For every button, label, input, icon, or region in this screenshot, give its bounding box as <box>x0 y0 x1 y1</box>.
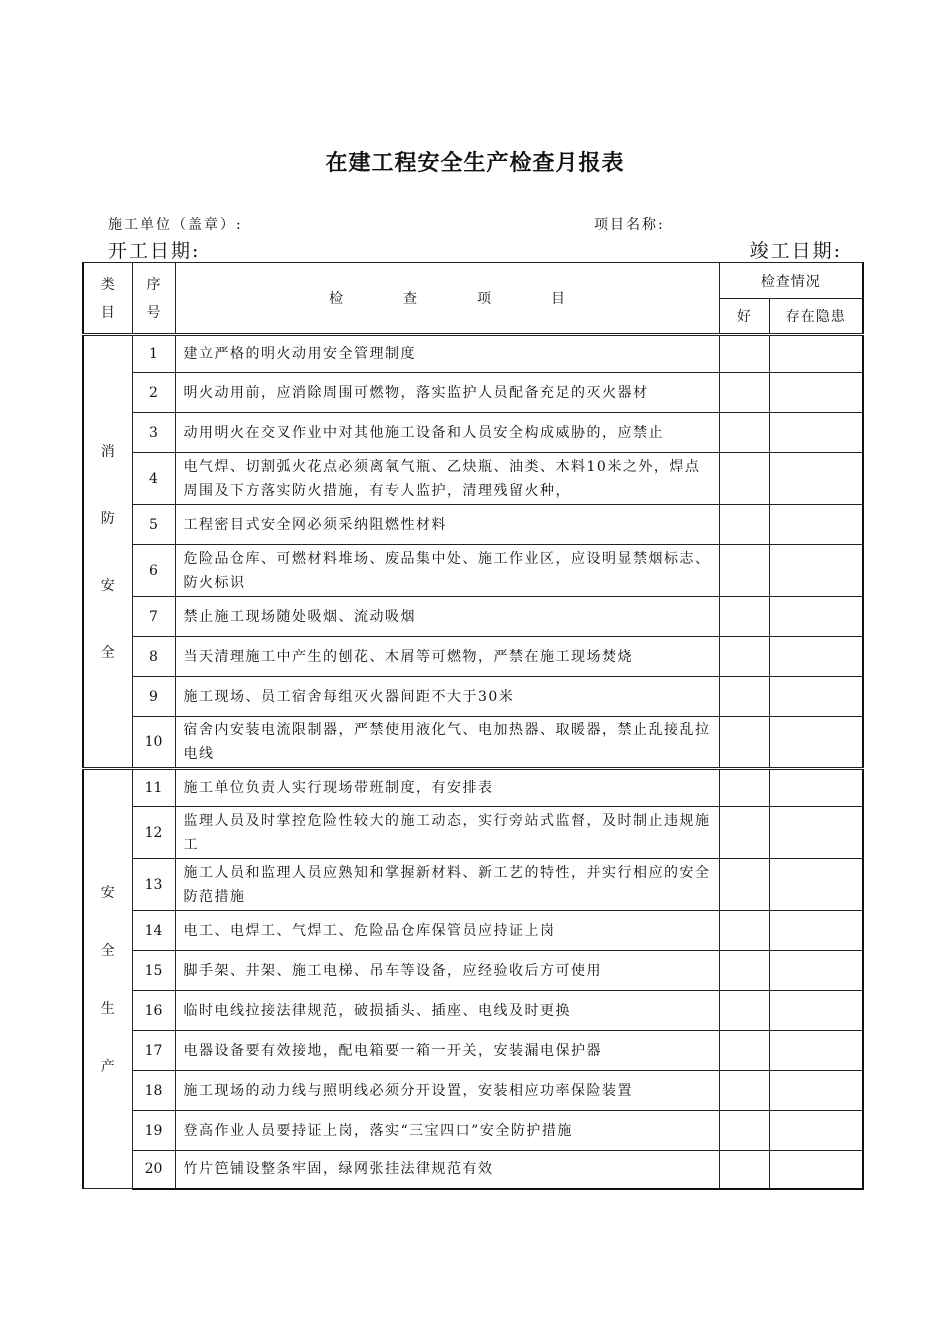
header-item-char: 目 <box>551 291 565 307</box>
hazard-check-cell[interactable] <box>769 677 863 717</box>
seq-cell: 16 <box>132 991 175 1031</box>
table-row <box>83 453 863 505</box>
item-cell: 登高作业人员要持证上岗，落实“三宝四口”安全防护措施 <box>175 1111 719 1151</box>
seq-cell: 18 <box>132 1071 175 1111</box>
header-good: 好 <box>719 299 769 335</box>
good-check-cell[interactable] <box>719 717 769 769</box>
table-row <box>83 373 863 413</box>
good-check-cell[interactable] <box>719 453 769 505</box>
inspection-table <box>82 262 864 1190</box>
table-row <box>83 769 863 807</box>
item-cell: 竹片笆铺设整条牢固，绿网张挂法律规范有效 <box>175 1151 719 1189</box>
good-check-cell[interactable] <box>719 597 769 637</box>
table-row <box>83 1111 863 1151</box>
header-seq <box>132 263 175 335</box>
good-check-cell[interactable] <box>719 505 769 545</box>
header-status: 检查情况 <box>719 263 863 299</box>
hazard-check-cell[interactable] <box>769 1071 863 1111</box>
seq-cell: 15 <box>132 951 175 991</box>
seq-cell: 19 <box>132 1111 175 1151</box>
header-hazard: 存在隐患 <box>769 299 863 335</box>
item-cell: 动用明火在交叉作业中对其他施工设备和人员安全构成威胁的，应禁止 <box>175 413 719 453</box>
header-item <box>175 263 719 335</box>
table-row <box>83 335 863 373</box>
hazard-check-cell[interactable] <box>769 1151 863 1189</box>
table-row <box>83 413 863 453</box>
table-row <box>83 1151 863 1189</box>
item-cell: 电器设备要有效接地，配电箱要一箱一开关，安装漏电保护器 <box>175 1031 719 1071</box>
page-title: 在建工程安全生产检查月报表 <box>325 151 625 176</box>
category-char: 安 <box>100 885 115 902</box>
category-cell <box>83 769 132 1189</box>
table-row <box>83 717 863 769</box>
header-category-char: 目 <box>100 305 115 321</box>
hazard-check-cell[interactable] <box>769 597 863 637</box>
header-category <box>83 263 132 335</box>
seq-cell: 7 <box>132 597 175 637</box>
seq-cell: 4 <box>132 453 175 505</box>
hazard-check-cell[interactable] <box>769 1031 863 1071</box>
table-row <box>83 505 863 545</box>
good-check-cell[interactable] <box>719 911 769 951</box>
hazard-check-cell[interactable] <box>769 453 863 505</box>
header-seq-char: 号 <box>146 305 161 321</box>
category-char: 全 <box>100 943 115 960</box>
good-check-cell[interactable] <box>719 1151 769 1189</box>
table-row <box>83 545 863 597</box>
item-cell: 施工单位负责人实行现场带班制度，有安排表 <box>175 769 719 807</box>
good-check-cell[interactable] <box>719 545 769 597</box>
seq-cell: 12 <box>132 807 175 859</box>
good-check-cell[interactable] <box>719 677 769 717</box>
item-cell: 施工现场、员工宿舍每组灭火器间距不大于30米 <box>175 677 719 717</box>
seq-cell: 20 <box>132 1151 175 1189</box>
item-cell: 明火动用前，应消除周围可燃物，落实监护人员配备充足的灭火器材 <box>175 373 719 413</box>
header-item-char: 项 <box>477 291 491 307</box>
good-check-cell[interactable] <box>719 373 769 413</box>
seq-cell: 9 <box>132 677 175 717</box>
table-row <box>83 1031 863 1071</box>
good-check-cell[interactable] <box>719 951 769 991</box>
table-row <box>83 637 863 677</box>
seq-cell: 8 <box>132 637 175 677</box>
good-check-cell[interactable] <box>719 1031 769 1071</box>
unit-label: 施工单位（盖章）: <box>108 217 243 233</box>
end-date-label: 竣工日期: <box>749 240 842 262</box>
hazard-check-cell[interactable] <box>769 807 863 859</box>
item-cell: 禁止施工现场随处吸烟、流动吸烟 <box>175 597 719 637</box>
hazard-check-cell[interactable] <box>769 911 863 951</box>
header-category-char: 类 <box>100 277 115 293</box>
hazard-check-cell[interactable] <box>769 991 863 1031</box>
item-cell: 施工现场的动力线与照明线必须分开设置，安装相应功率保险装置 <box>175 1071 719 1111</box>
seq-cell: 5 <box>132 505 175 545</box>
hazard-check-cell[interactable] <box>769 335 863 373</box>
hazard-check-cell[interactable] <box>769 373 863 413</box>
good-check-cell[interactable] <box>719 769 769 807</box>
category-char: 全 <box>100 645 115 662</box>
good-check-cell[interactable] <box>719 413 769 453</box>
hazard-check-cell[interactable] <box>769 545 863 597</box>
category-char: 消 <box>100 443 115 460</box>
seq-cell: 10 <box>132 717 175 769</box>
good-check-cell[interactable] <box>719 1111 769 1151</box>
table-row <box>83 1071 863 1111</box>
hazard-check-cell[interactable] <box>769 717 863 769</box>
good-check-cell[interactable] <box>719 1071 769 1111</box>
seq-cell: 13 <box>132 859 175 911</box>
header-item-char: 查 <box>403 291 417 307</box>
item-cell: 工程密目式安全网必须采纳阻燃性材料 <box>175 505 719 545</box>
table-row <box>83 597 863 637</box>
item-cell: 临时电线拉接法律规范，破损插头、插座、电线及时更换 <box>175 991 719 1031</box>
table-row <box>83 859 863 911</box>
hazard-check-cell[interactable] <box>769 769 863 807</box>
good-check-cell[interactable] <box>719 807 769 859</box>
category-char: 防 <box>100 510 115 527</box>
category-cell <box>83 335 132 769</box>
item-cell: 建立严格的明火动用安全管理制度 <box>175 335 719 373</box>
seq-cell: 1 <box>132 335 175 373</box>
seq-cell: 14 <box>132 911 175 951</box>
hazard-check-cell[interactable] <box>769 413 863 453</box>
good-check-cell[interactable] <box>719 335 769 373</box>
table-row <box>83 951 863 991</box>
hazard-check-cell[interactable] <box>769 637 863 677</box>
table-row <box>83 991 863 1031</box>
item-cell: 监理人员及时掌控危险性较大的施工动态，实行旁站式监督，及时制止违规施工 <box>175 807 719 859</box>
table-row <box>83 807 863 859</box>
item-cell: 脚手架、井架、施工电梯、吊车等设备，应经验收后方可使用 <box>175 951 719 991</box>
project-name-label: 项目名称: <box>594 217 665 233</box>
hazard-check-cell[interactable] <box>769 1111 863 1151</box>
item-cell: 施工人员和监理人员应熟知和掌握新材料、新工艺的特性，并实行相应的安全防范措施 <box>175 859 719 911</box>
item-cell: 危险品仓库、可燃材料堆场、废品集中处、施工作业区，应设明显禁烟标志、防火标识 <box>175 545 719 597</box>
seq-cell: 6 <box>132 545 175 597</box>
hazard-check-cell[interactable] <box>769 859 863 911</box>
item-cell: 当天清理施工中产生的刨花、木屑等可燃物，严禁在施工现场焚烧 <box>175 637 719 677</box>
item-cell: 宿舍内安装电流限制器，严禁使用液化气、电加热器、取暖器，禁止乱接乱拉电线 <box>175 717 719 769</box>
table-row <box>83 911 863 951</box>
table-row <box>83 677 863 717</box>
item-cell: 电气焊、切割弧火花点必须离氧气瓶、乙炔瓶、油类、木料10米之外，焊点周围及下方落实防火措施，有专人监护，清理残留火种， <box>175 453 719 505</box>
seq-cell: 3 <box>132 413 175 453</box>
header-item-char: 检 <box>329 291 343 307</box>
seq-cell: 17 <box>132 1031 175 1071</box>
hazard-check-cell[interactable] <box>769 505 863 545</box>
start-date-label: 开工日期: <box>108 240 201 262</box>
good-check-cell[interactable] <box>719 991 769 1031</box>
category-char: 生 <box>100 1000 115 1017</box>
item-cell: 电工、电焊工、气焊工、危险品仓库保管员应持证上岗 <box>175 911 719 951</box>
good-check-cell[interactable] <box>719 859 769 911</box>
header-seq-char: 序 <box>146 277 161 293</box>
hazard-check-cell[interactable] <box>769 951 863 991</box>
good-check-cell[interactable] <box>719 637 769 677</box>
category-char: 产 <box>100 1058 115 1075</box>
category-char: 安 <box>100 578 115 595</box>
seq-cell: 2 <box>132 373 175 413</box>
seq-cell: 11 <box>132 769 175 807</box>
